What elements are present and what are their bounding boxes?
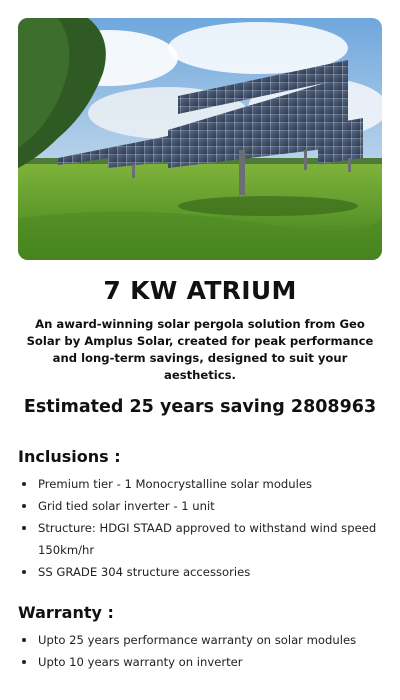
list-item bbox=[18, 651, 382, 673]
list-item bbox=[18, 473, 382, 495]
list-item bbox=[18, 517, 382, 561]
inclusions-heading: Inclusions : bbox=[18, 447, 121, 466]
warranty-heading: Warranty : bbox=[18, 603, 114, 622]
bullet-icon bbox=[22, 660, 26, 664]
list-item bbox=[18, 629, 382, 651]
inclusions-list bbox=[18, 473, 382, 583]
product-title: 7 KW ATRIUM bbox=[103, 276, 297, 305]
inclusion-text: Structure: HDGI STAAD approved to withstand wind speed 150km/hr bbox=[38, 521, 377, 557]
bullet-icon bbox=[22, 526, 26, 530]
inclusion-text: SS GRADE 304 structure accessories bbox=[38, 565, 251, 579]
bullet-icon bbox=[22, 570, 26, 574]
warranty-list bbox=[18, 629, 382, 673]
bullet-icon bbox=[22, 638, 26, 642]
estimated-saving: Estimated 25 years saving 2808963 bbox=[23, 397, 377, 417]
solar-panels-photo bbox=[18, 18, 382, 260]
warranty-text: Upto 10 years warranty on inverter bbox=[38, 655, 243, 669]
inclusion-text: Grid tied solar inverter - 1 unit bbox=[38, 499, 215, 513]
product-description: An award-winning solar pergola solution from Geo Solar by Amplus Solar, created for peak performance and long-term savings, designed to suit your aesthetics. bbox=[26, 317, 374, 382]
bullet-icon bbox=[22, 482, 26, 486]
inclusion-text: Premium tier - 1 Monocrystalline solar modules bbox=[38, 477, 313, 491]
list-item bbox=[18, 495, 382, 517]
warranty-text: Upto 25 years performance warranty on solar modules bbox=[38, 633, 357, 647]
bullet-icon bbox=[22, 504, 26, 508]
list-item bbox=[18, 561, 382, 583]
